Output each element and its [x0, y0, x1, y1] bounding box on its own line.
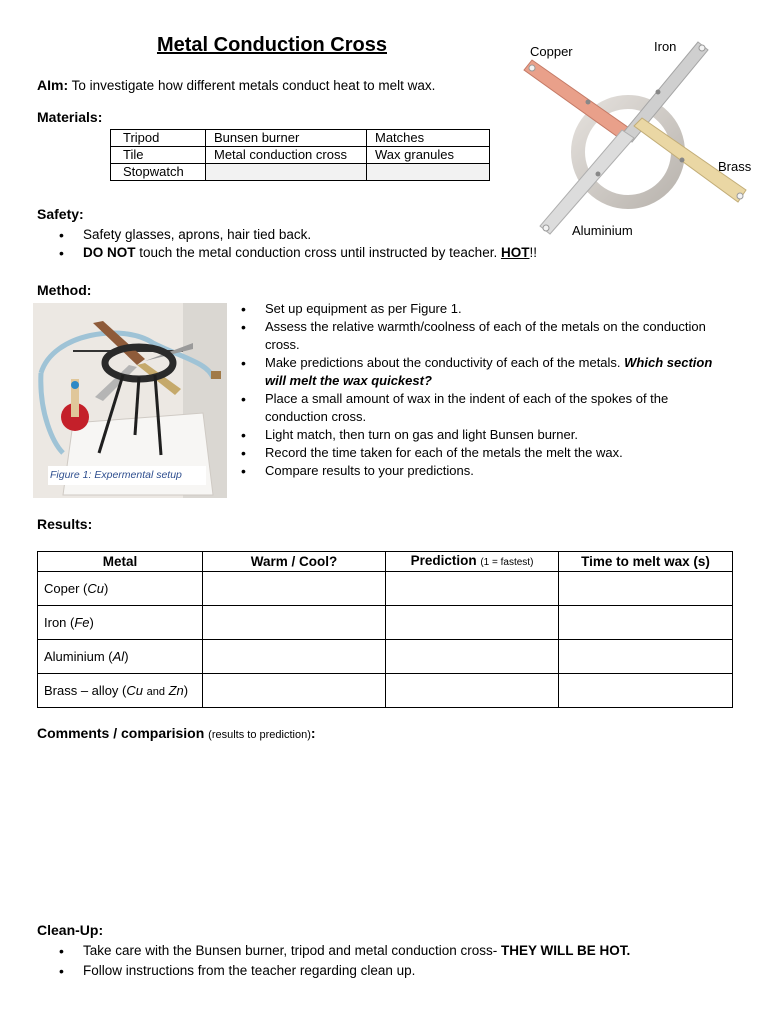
- results-table: [37, 551, 733, 708]
- comments-note: (results to prediction): [208, 729, 311, 741]
- metal-cell: [38, 606, 203, 640]
- results-heading: Results:: [37, 516, 93, 532]
- element-symbol: Cu: [87, 581, 104, 596]
- table-cell: [367, 164, 490, 181]
- table-cell: [206, 164, 367, 181]
- prediction-cell[interactable]: [386, 674, 559, 708]
- method-step: Make predictions about the conductivity of each of the metals.: [265, 355, 625, 370]
- aim-label: AIm:: [37, 77, 69, 93]
- metal-name: Coper (: [44, 581, 88, 596]
- paren: ): [124, 649, 129, 664]
- column-header-text: Prediction: [410, 553, 477, 568]
- table-row: [111, 164, 490, 181]
- method-step: Record the time taken for each of the metals the melt the wax.: [265, 445, 623, 460]
- metal-name: Brass – alloy (: [44, 683, 127, 698]
- table-cell: Tile: [111, 147, 206, 164]
- safety-heading: Safety:: [37, 206, 84, 222]
- element-symbol: Zn: [168, 683, 184, 698]
- table-row: [38, 606, 733, 640]
- list-item: [59, 961, 630, 981]
- warm-cool-cell[interactable]: [203, 606, 386, 640]
- hot-warning: THEY WILL BE HOT.: [500, 943, 631, 958]
- table-row: [38, 640, 733, 674]
- brass-label: Brass: [718, 159, 752, 174]
- table-cell: Stopwatch: [111, 164, 206, 181]
- safety-item-text: touch the metal conduction cross until instructed by teacher.: [135, 245, 501, 260]
- comments-heading: [37, 725, 316, 741]
- column-header: Metal: [38, 552, 203, 572]
- hot-warning: HOT: [500, 245, 530, 260]
- metal-cell: [38, 674, 203, 708]
- safety-item-text: Safety glasses, aprons, hair tied back.: [83, 227, 312, 242]
- and-word: and: [146, 686, 165, 698]
- list-item: [241, 318, 721, 354]
- list-item: [241, 300, 721, 318]
- list-item: [241, 426, 721, 444]
- metal-cell: [38, 572, 203, 606]
- materials-heading: Materials:: [37, 109, 103, 125]
- table-cell: Wax granules: [367, 147, 490, 164]
- table-cell: Bunsen burner: [206, 130, 367, 147]
- time-cell[interactable]: [559, 674, 733, 708]
- comments-heading-text: Comments / comparision: [37, 725, 205, 741]
- iron-label: Iron: [654, 39, 677, 54]
- warm-cool-cell[interactable]: [203, 640, 386, 674]
- safety-list: [59, 226, 537, 262]
- time-cell[interactable]: [559, 606, 733, 640]
- figure-caption: Figure 1: Expermental setup: [48, 466, 206, 485]
- column-header: [386, 552, 559, 572]
- element-symbol: Al: [112, 649, 125, 664]
- method-step: Place a small amount of wax in the indent of each of the spokes of the conduction cross.: [265, 391, 669, 424]
- conduction-cross-figure: [510, 34, 760, 244]
- materials-table: [110, 129, 490, 181]
- cleanup-item-text: Take care with the Bunsen burner, tripod and metal conduction cross-: [83, 943, 501, 958]
- table-header-row: [38, 552, 733, 572]
- table-row: [38, 572, 733, 606]
- table-row: [38, 674, 733, 708]
- element-symbol: Fe: [74, 615, 90, 630]
- cleanup-list: [59, 941, 630, 981]
- metal-name: Iron (: [44, 615, 75, 630]
- table-cell: Metal conduction cross: [206, 147, 367, 164]
- list-item: [241, 462, 721, 480]
- paren: ): [103, 581, 109, 596]
- list-item: [241, 390, 721, 426]
- table-row: [111, 147, 490, 164]
- method-heading: Method:: [37, 282, 92, 298]
- paren: ): [89, 615, 94, 630]
- method-step: Assess the relative warmth/coolness of each of the metals on the conduction cross.: [265, 319, 706, 352]
- aluminium-label: Aluminium: [572, 223, 633, 238]
- method-step: Set up equipment as per Figure 1.: [265, 301, 462, 316]
- list-item: [59, 941, 630, 961]
- prediction-cell[interactable]: [386, 640, 559, 674]
- aim-line: [37, 77, 435, 93]
- method-step: Compare results to your predictions.: [265, 463, 474, 478]
- list-item: [241, 444, 721, 462]
- list-item: [59, 226, 537, 244]
- table-row: [111, 130, 490, 147]
- page-title: Metal Conduction Cross: [156, 34, 387, 56]
- method-step: Light match, then turn on gas and light Bunsen burner.: [265, 427, 578, 442]
- list-item: [59, 244, 537, 262]
- aim-text: To investigate how different metals conduct heat to melt wax.: [71, 78, 436, 93]
- aluminium-arm: [540, 130, 634, 234]
- table-cell: Tripod: [111, 130, 206, 147]
- prediction-note: (1 = fastest): [480, 557, 534, 568]
- time-cell[interactable]: [559, 572, 733, 606]
- prediction-cell[interactable]: [386, 572, 559, 606]
- do-not-text: DO NOT: [83, 245, 136, 260]
- prediction-cell[interactable]: [386, 606, 559, 640]
- cleanup-heading: Clean-Up:: [37, 922, 104, 938]
- metal-cell: [38, 640, 203, 674]
- time-cell[interactable]: [559, 640, 733, 674]
- method-list: [241, 300, 721, 480]
- comments-colon: :: [310, 725, 316, 741]
- table-cell: Matches: [367, 130, 490, 147]
- warm-cool-cell[interactable]: [203, 572, 386, 606]
- column-header: Time to melt wax (s): [559, 552, 733, 572]
- column-header: Warm / Cool?: [203, 552, 386, 572]
- warm-cool-cell[interactable]: [203, 674, 386, 708]
- paren: ): [183, 683, 189, 698]
- metal-name: Aluminium (: [44, 649, 113, 664]
- cleanup-item-text: Follow instructions from the teacher regarding clean up.: [83, 963, 416, 978]
- copper-label: Copper: [530, 44, 573, 59]
- element-symbol: Cu: [126, 683, 143, 698]
- method-step-emphasis: Which section will melt the wax quickest?: [265, 355, 713, 388]
- list-item: [241, 354, 721, 390]
- safety-item-end: !!: [529, 245, 537, 260]
